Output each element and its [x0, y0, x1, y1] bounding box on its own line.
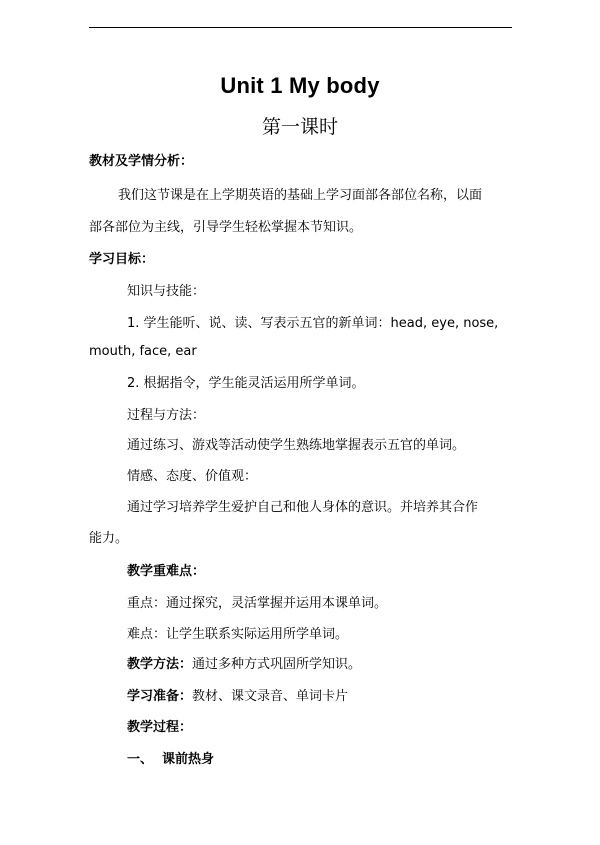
emotion-attitude-text-line1: 通过学习培养学生爱护自己和他人身体的意识。并培养其合作: [127, 500, 479, 515]
material-analysis-heading: 教材及学情分析：: [89, 154, 194, 169]
material-analysis-text-line1: 我们这节课是在上学期英语的基础上学习面部各部位名称，以面: [118, 188, 483, 203]
material-analysis-text-line2: 部各部位为主线，引导学生轻松掌握本节知识。: [89, 220, 363, 235]
process-method-text: 通过练习、游戏等活动使学生熟练地掌握表示五官的单词。: [127, 438, 466, 453]
objective-item-1-line1: 1. 学生能听、说、读、写表示五官的新单词：head, eye, nose,: [127, 316, 499, 331]
emotion-attitude-text-line2: 能力。: [89, 531, 129, 546]
warm-up-step-heading: 一、 课前热身: [127, 752, 215, 767]
difficult-point-text: 难点：让学生联系实际运用所学单词。: [127, 627, 349, 642]
knowledge-skills-heading: 知识与技能：: [127, 284, 206, 299]
learning-preparation-label: 学习准备：: [127, 689, 193, 704]
objective-item-1-line2: mouth, face, ear: [89, 344, 197, 359]
key-point-text: 重点：通过探究，灵活掌握并运用本课单词。: [127, 596, 388, 611]
teaching-method-text: 通过多种方式巩固所学知识。: [192, 657, 362, 672]
document-title: Unit 1 My body: [220, 73, 380, 98]
header-rule: [89, 27, 512, 28]
lesson-subtitle: 第一课时: [261, 116, 338, 138]
objectives-heading: 学习目标：: [89, 252, 155, 267]
learning-preparation-text: 教材、课文录音、单词卡片: [192, 689, 349, 704]
teaching-method-label: 教学方法：: [127, 657, 193, 672]
learning-preparation-line: [127, 687, 348, 707]
teaching-method-line: [127, 655, 361, 675]
objective-item-2: 2. 根据指令，学生能灵活运用所学单词。: [127, 376, 365, 391]
emotion-attitude-heading: 情感、态度、价值观：: [127, 469, 258, 484]
teaching-process-heading: 教学过程：: [127, 720, 193, 735]
process-method-heading: 过程与方法：: [127, 408, 206, 423]
key-difficult-points-heading: 教学重难点：: [127, 564, 206, 579]
